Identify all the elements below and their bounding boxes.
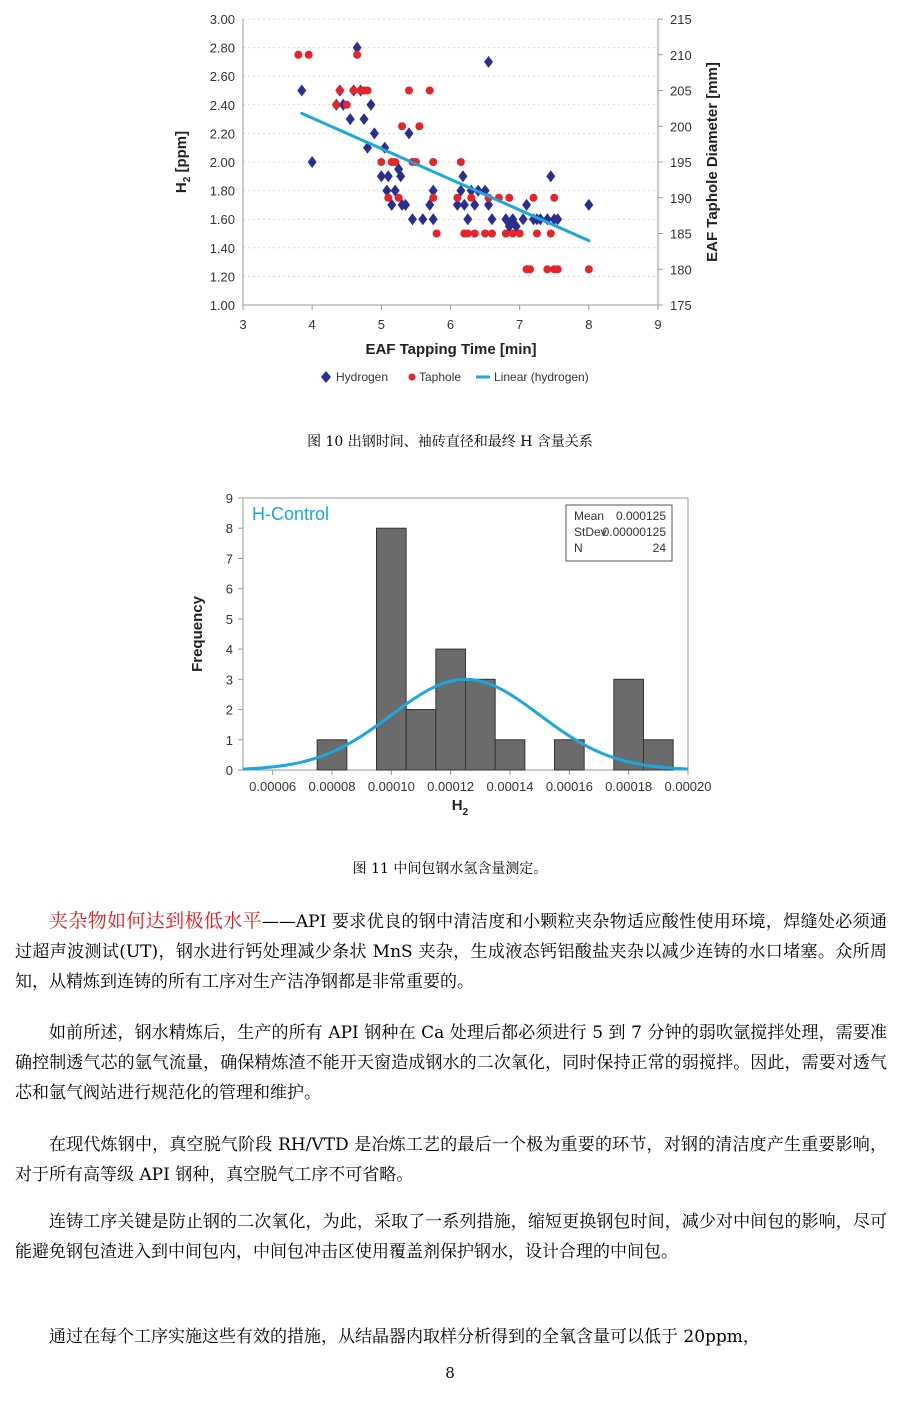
hydrogen-point — [297, 85, 306, 97]
chart1-x-axis-label: EAF Tapping Time [min] — [365, 341, 537, 358]
chart2-x-tick-label: 0.00018 — [605, 779, 653, 794]
taphole-point — [488, 230, 496, 238]
taphole-point — [533, 230, 541, 238]
chart2-y-ticks — [226, 491, 243, 778]
chart1-y-tick-label: 1.80 — [209, 183, 235, 199]
page-number: 8 — [445, 1364, 455, 1382]
taphole-point — [464, 230, 472, 238]
histogram-bar — [555, 740, 585, 770]
chart1-gridlines — [243, 19, 658, 305]
taphole-point — [336, 87, 344, 95]
chart1-y2-tick-label: 190 — [670, 190, 692, 206]
stats-n-label: N — [574, 541, 583, 555]
chart2-y-tick-label: 0 — [225, 763, 233, 778]
histogram-bar — [495, 740, 525, 770]
taphole-point — [305, 51, 313, 59]
chart2-x-ticks — [249, 770, 711, 794]
legend-taphole-label: Taphole — [419, 370, 462, 384]
chart2-y-tick-label: 3 — [225, 672, 233, 688]
chart2-x-tick-label: 0.00006 — [249, 779, 297, 794]
chart2-x-tick-label: 0.00008 — [308, 779, 356, 794]
taphole-point — [543, 265, 551, 273]
figure-11-caption: 图 11 中间包钢水氢含量测定。 — [352, 861, 548, 877]
chart1-y-tick-label: 3.00 — [209, 12, 235, 27]
chart2-title: H-Control — [252, 504, 330, 524]
taphole-point — [429, 158, 437, 166]
taphole-point — [391, 158, 399, 166]
chart1-x-tick-label: 8 — [585, 317, 593, 332]
chart1-y2-tick-label: 180 — [670, 262, 692, 278]
paragraph-continuous-casting: 连铸工序关键是防止钢的二次氧化，为此，采取了一系列措施，缩短更换钢包时间，减少对中间包的影响，尽可能避免钢包渣进入到中间包内，中间包冲击区使用覆盖剂保护钢水，设计合理的中间包。 — [15, 1212, 887, 1262]
stats-mean-value: 0.000125 — [615, 509, 666, 523]
histogram-bar — [436, 649, 466, 770]
taphole-point — [398, 122, 406, 130]
hydrogen-point — [370, 127, 379, 139]
taphole-point — [350, 87, 358, 95]
chart2-y-tick-label: 2 — [225, 702, 233, 718]
legend-hydrogen-diamond-icon — [321, 371, 331, 383]
chart1-y-tick-label: 1.20 — [209, 269, 235, 285]
chart1-x-tick-label: 7 — [516, 317, 524, 332]
chart1-y-tick-label: 1.40 — [209, 240, 235, 256]
taphole-point — [547, 230, 555, 238]
chart1-y-tick-label: 1.00 — [209, 298, 235, 313]
taphole-point — [294, 51, 302, 59]
chart2-x-tick-label: 0.00020 — [664, 779, 712, 794]
chart1-trendline — [302, 113, 589, 240]
chart1-y2-tick-label: 215 — [670, 12, 692, 27]
chart2-x-tick-label: 0.00012 — [427, 779, 475, 794]
chart2-y-tick-label: 7 — [225, 551, 233, 567]
legend-taphole-circle-icon — [409, 374, 416, 381]
chart2-y-tick-label: 5 — [225, 611, 233, 627]
chart2-x-axis-label: $H_2$ — [451, 797, 469, 818]
taphole-point — [505, 194, 513, 202]
chart2-x-tick-label: 0.00016 — [545, 779, 593, 794]
chart1-y-tick-label: 2.80 — [209, 40, 235, 56]
chart1-y2-ticks — [670, 12, 692, 313]
chart2-y-axis-label: Frequency — [189, 596, 206, 672]
stats-stdev-label: StDev — [574, 525, 607, 539]
chart2-y-tick-label: 8 — [225, 521, 233, 537]
histogram-bar — [466, 679, 496, 770]
taphole-point — [585, 265, 593, 273]
taphole-point — [332, 101, 340, 109]
paragraph-vacuum-degassing: 在现代炼钢中，真空脱气阶段 RH/VTD 是冶炼工艺的最后一个极为重要的环节，对钢的清洁度产生重要影响，对于所有高等级 API 钢种，真空脱气工序不可省略。 — [15, 1135, 887, 1185]
chart1-y2-tick-label: 210 — [670, 47, 692, 63]
chart1-y-ticks — [210, 12, 235, 313]
taphole-point — [467, 194, 475, 202]
hydrogen-point — [522, 199, 531, 211]
hydrogen-point — [519, 213, 528, 225]
chart2-y-tick-label: 4 — [225, 642, 233, 658]
figure-10-scatter-chart — [0, 0, 900, 400]
taphole-point — [526, 265, 534, 273]
chart1-axes — [243, 19, 663, 310]
chart2-x-tick-label: 0.00014 — [486, 779, 534, 794]
taphole-point — [426, 87, 434, 95]
histogram-bar — [406, 710, 436, 770]
stats-mean-label: Mean — [574, 509, 605, 523]
hydrogen-point — [405, 127, 414, 139]
chart1-x-tick-label: 4 — [308, 317, 316, 332]
hydrogen-point — [458, 170, 467, 182]
chart1-y-tick-label: 2.60 — [209, 69, 235, 85]
chart1-y2-tick-label: 185 — [670, 226, 692, 242]
chart1-y2-tick-label: 200 — [670, 119, 692, 135]
paragraph-inclusions — [15, 906, 887, 997]
taphole-point — [481, 230, 489, 238]
legend-linear-label: Linear (hydrogen) — [494, 370, 589, 384]
stats-n-value: 24 — [652, 541, 666, 555]
hydrogen-point — [546, 170, 555, 182]
chart1-y2-tick-label: 175 — [670, 298, 692, 313]
taphole-point — [405, 87, 413, 95]
taphole-point — [471, 230, 479, 238]
figure-11-histogram-chart — [0, 478, 900, 838]
taphole-point — [516, 230, 524, 238]
chart1-y2-tick-label: 195 — [670, 155, 692, 170]
taphole-point — [415, 122, 423, 130]
chart1-y-tick-label: 1.60 — [209, 212, 235, 228]
legend-hydrogen-label: Hydrogen — [336, 370, 389, 384]
taphole-point — [429, 194, 437, 202]
chart1-y-tick-label: 2.20 — [209, 126, 235, 142]
chart2-x-tick-label: 0.00010 — [367, 779, 415, 794]
hydrogen-point — [460, 199, 469, 211]
chart2-y-tick-label: 9 — [225, 491, 233, 506]
chart1-y2-tick-label: 205 — [670, 83, 692, 99]
chart1-x-tick-label: 9 — [654, 317, 662, 332]
taphole-point — [550, 194, 558, 202]
taphole-point — [509, 230, 517, 238]
hydrogen-point — [346, 113, 355, 125]
hydrogen-point — [429, 213, 438, 225]
taphole-point — [353, 51, 361, 59]
hydrogen-point — [418, 213, 427, 225]
hydrogen-point — [584, 199, 593, 211]
chart1-x-ticks — [239, 317, 661, 332]
taphole-point — [377, 158, 385, 166]
chart1-x-tick-label: 3 — [239, 317, 247, 332]
hydrogen-point — [308, 156, 317, 168]
taphole-point — [384, 194, 392, 202]
taphole-point — [395, 194, 403, 202]
hydrogen-point — [488, 213, 497, 225]
paragraph-text: ——API 要求优良的钢中清洁度和小颗粒夹杂物适应酸性使用环境，焊缝处必须通过超声波测试(UT)，钢水进行钙处理减少条状 MnS 夹杂，生成液态钙铝酸盐夹杂以减少连铸的水口堵塞。众所周知，从精炼到连铸的所有工序对生产洁净钢都是非常重要的。 — [15, 912, 887, 992]
taphole-point — [554, 265, 562, 273]
histogram-bar — [614, 679, 644, 770]
figure-10-caption: 图 10 出钢时间、袖砖直径和最终 H 含量关系 — [307, 434, 593, 450]
hydrogen-point — [366, 99, 375, 111]
section-heading: 夹杂物如何达到极低水平 — [49, 910, 262, 932]
chart1-x-tick-label: 5 — [377, 317, 385, 332]
hydrogen-point — [463, 213, 472, 225]
chart1-legend — [321, 370, 589, 384]
chart1-y-tick-label: 2.40 — [209, 97, 235, 113]
taphole-point — [433, 230, 441, 238]
hydrogen-point — [360, 113, 369, 125]
chart1-x-tick-label: 6 — [446, 317, 455, 332]
taphole-point — [530, 194, 538, 202]
histogram-bar — [377, 528, 407, 770]
hydrogen-point — [484, 56, 493, 68]
taphole-point — [457, 158, 465, 166]
taphole-point — [453, 194, 461, 202]
stats-stdev-value: 0.00000125 — [602, 525, 666, 539]
chart2-y-tick-label: 1 — [225, 732, 233, 748]
chart1-y-axis-label: $H_2$ [ppm] — [173, 130, 193, 194]
taphole-point — [364, 87, 372, 95]
chart1-y2-axis-label: EAF Taphole Diameter [mm] — [704, 62, 721, 262]
taphole-point — [502, 230, 510, 238]
hydrogen-point — [384, 170, 393, 182]
hydrogen-point — [408, 213, 417, 225]
chart2-y-tick-label: 6 — [225, 581, 233, 597]
chart1-y-tick-label: 2.00 — [209, 155, 235, 170]
paragraph-total-oxygen: 通过在每个工序实施这些有效的措施，从结晶器内取样分析得到的全氧含量可以低于 20ppm， — [49, 1327, 760, 1347]
paragraph-refining: 如前所述，钢水精炼后，生产的所有 API 钢种在 Ca 处理后都必须进行 5 到 7 分钟的弱吹氩搅拌处理，需要准确控制透气芯的氩气流量，确保精炼渣不能开天窗造成钢水的二次氧化，同时保持正常的弱搅拌。因此，需要对透气芯和氩气阀站进行规范化的管理和维护。 — [15, 1023, 887, 1103]
taphole-point — [343, 101, 351, 109]
chart2-stats-box — [566, 505, 672, 561]
